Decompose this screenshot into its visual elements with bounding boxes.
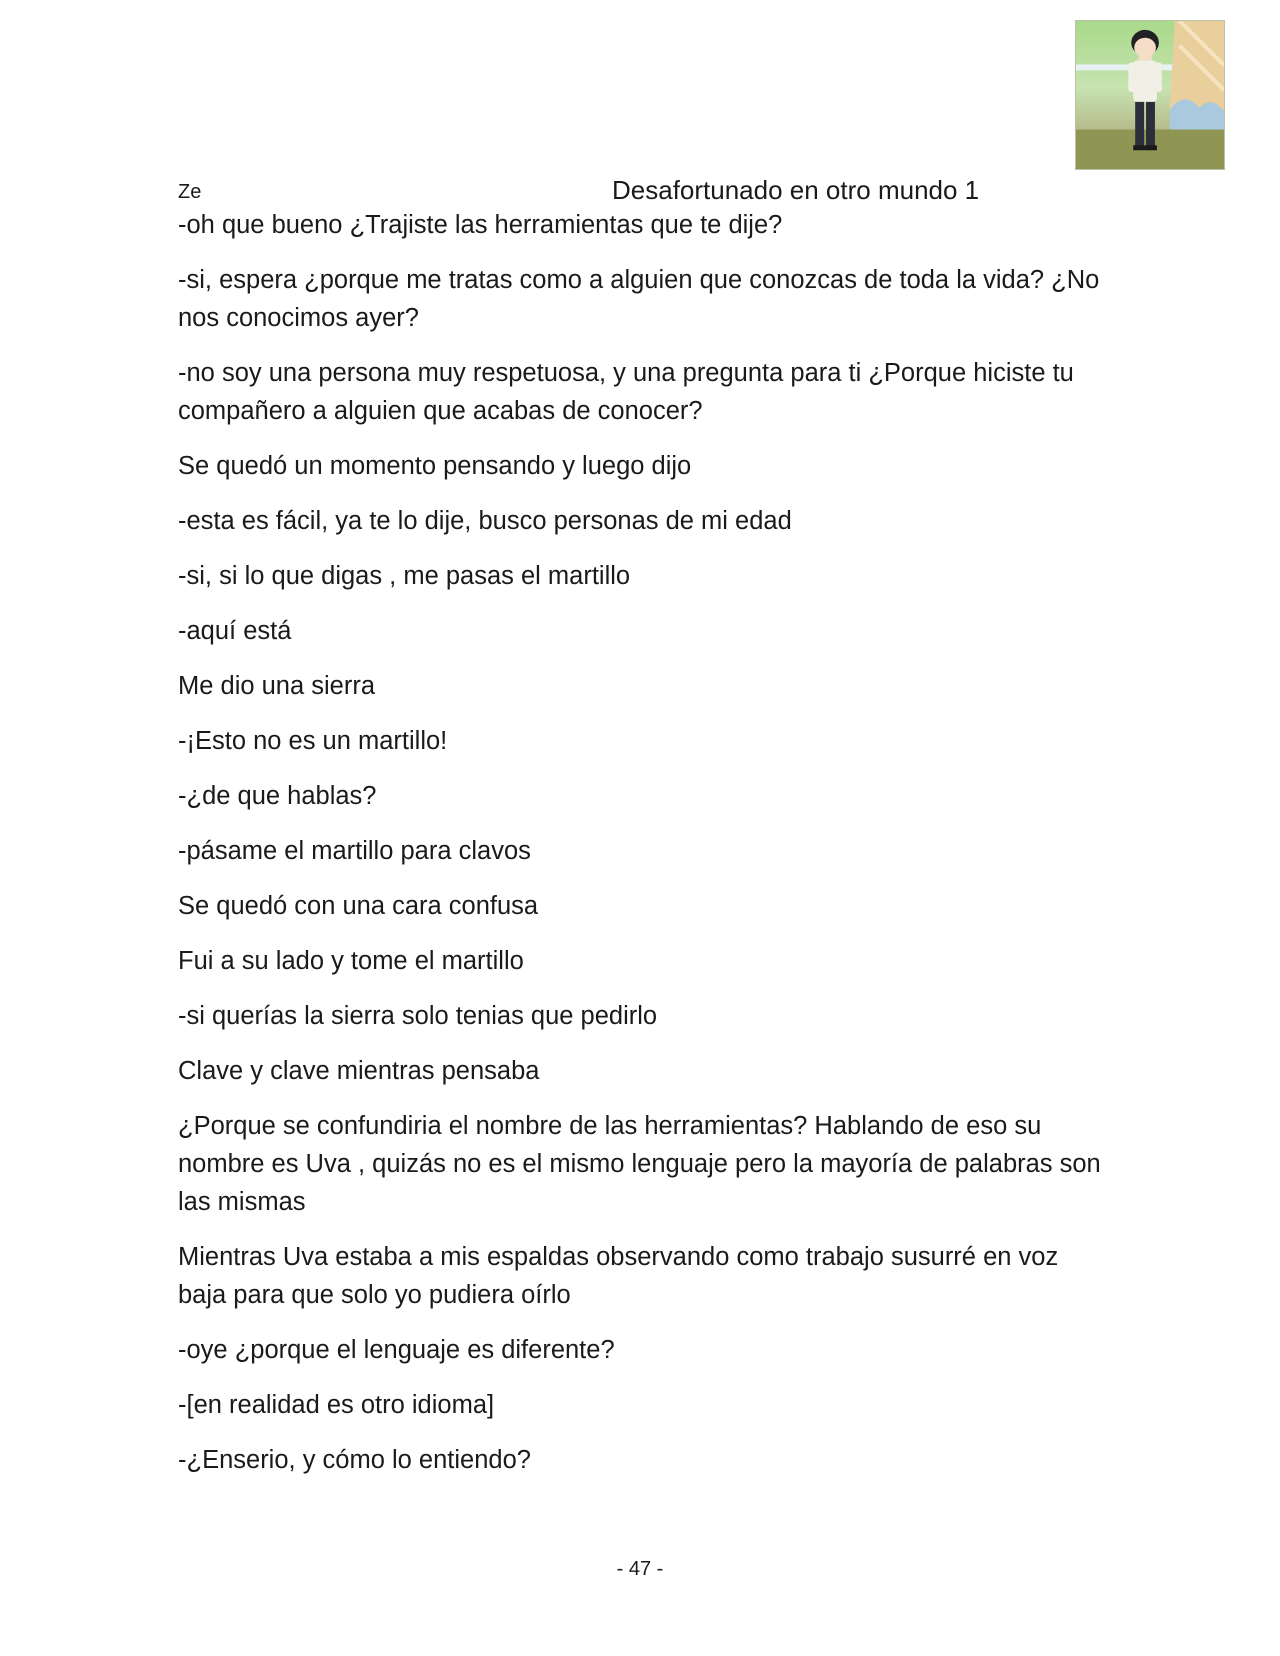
paragraph: -si querías la sierra solo tenias que pedirlo: [178, 1002, 658, 1030]
anime-character-thumbnail: [1075, 20, 1225, 170]
paragraph: -si, si lo que digas , me pasas el martillo: [178, 562, 631, 590]
paragraph: -si, espera ¿porque me tratas como a alguien que conozcas de toda la vida? ¿No nos conocimos ayer?: [178, 266, 1100, 332]
paragraph: Clave y clave mientras pensaba: [178, 1057, 540, 1085]
page-number: - 47 -: [616, 1558, 664, 1580]
paragraph: -¿Enserio, y cómo lo entiendo?: [178, 1446, 531, 1474]
author-name: Ze: [178, 181, 202, 203]
paragraph: Fui a su lado y tome el martillo: [178, 947, 524, 975]
paragraph: ¿Porque se confundiria el nombre de las herramientas? Hablando de eso su nombre es Uva , quizás no es el mismo lenguaje pero la mayoría de palabras son las mismas: [178, 1112, 1101, 1216]
document-title: Desafortunado en otro mundo 1: [612, 175, 980, 205]
paragraph: Se quedó con una cara confusa: [178, 892, 539, 920]
paragraph: -¿de que hablas?: [178, 782, 377, 810]
paragraph: -no soy una persona muy respetuosa, y una pregunta para ti ¿Porque hiciste tu compañero a alguien que acabas de conocer?: [178, 359, 1074, 425]
paragraph: Mientras Uva estaba a mis espaldas observando como trabajo susurré en voz baja para que solo yo pudiera oírlo: [178, 1243, 1059, 1309]
paragraph: -pásame el martillo para clavos: [178, 837, 531, 865]
paragraph: -esta es fácil, ya te lo dije, busco personas de mi edad: [178, 507, 792, 535]
paragraph: -oye ¿porque el lenguaje es diferente?: [178, 1336, 615, 1364]
paragraph: -oh que bueno ¿Trajiste las herramientas que te dije?: [178, 211, 783, 239]
paragraph: Me dio una sierra: [178, 672, 376, 700]
paragraph: -[en realidad es otro idioma]: [178, 1391, 495, 1419]
paragraph: -aquí está: [178, 617, 292, 645]
body-text: [178, 206, 1108, 1496]
paragraph: -¡Esto no es un martillo!: [178, 727, 448, 755]
paragraph: Se quedó un momento pensando y luego dijo: [178, 452, 692, 480]
